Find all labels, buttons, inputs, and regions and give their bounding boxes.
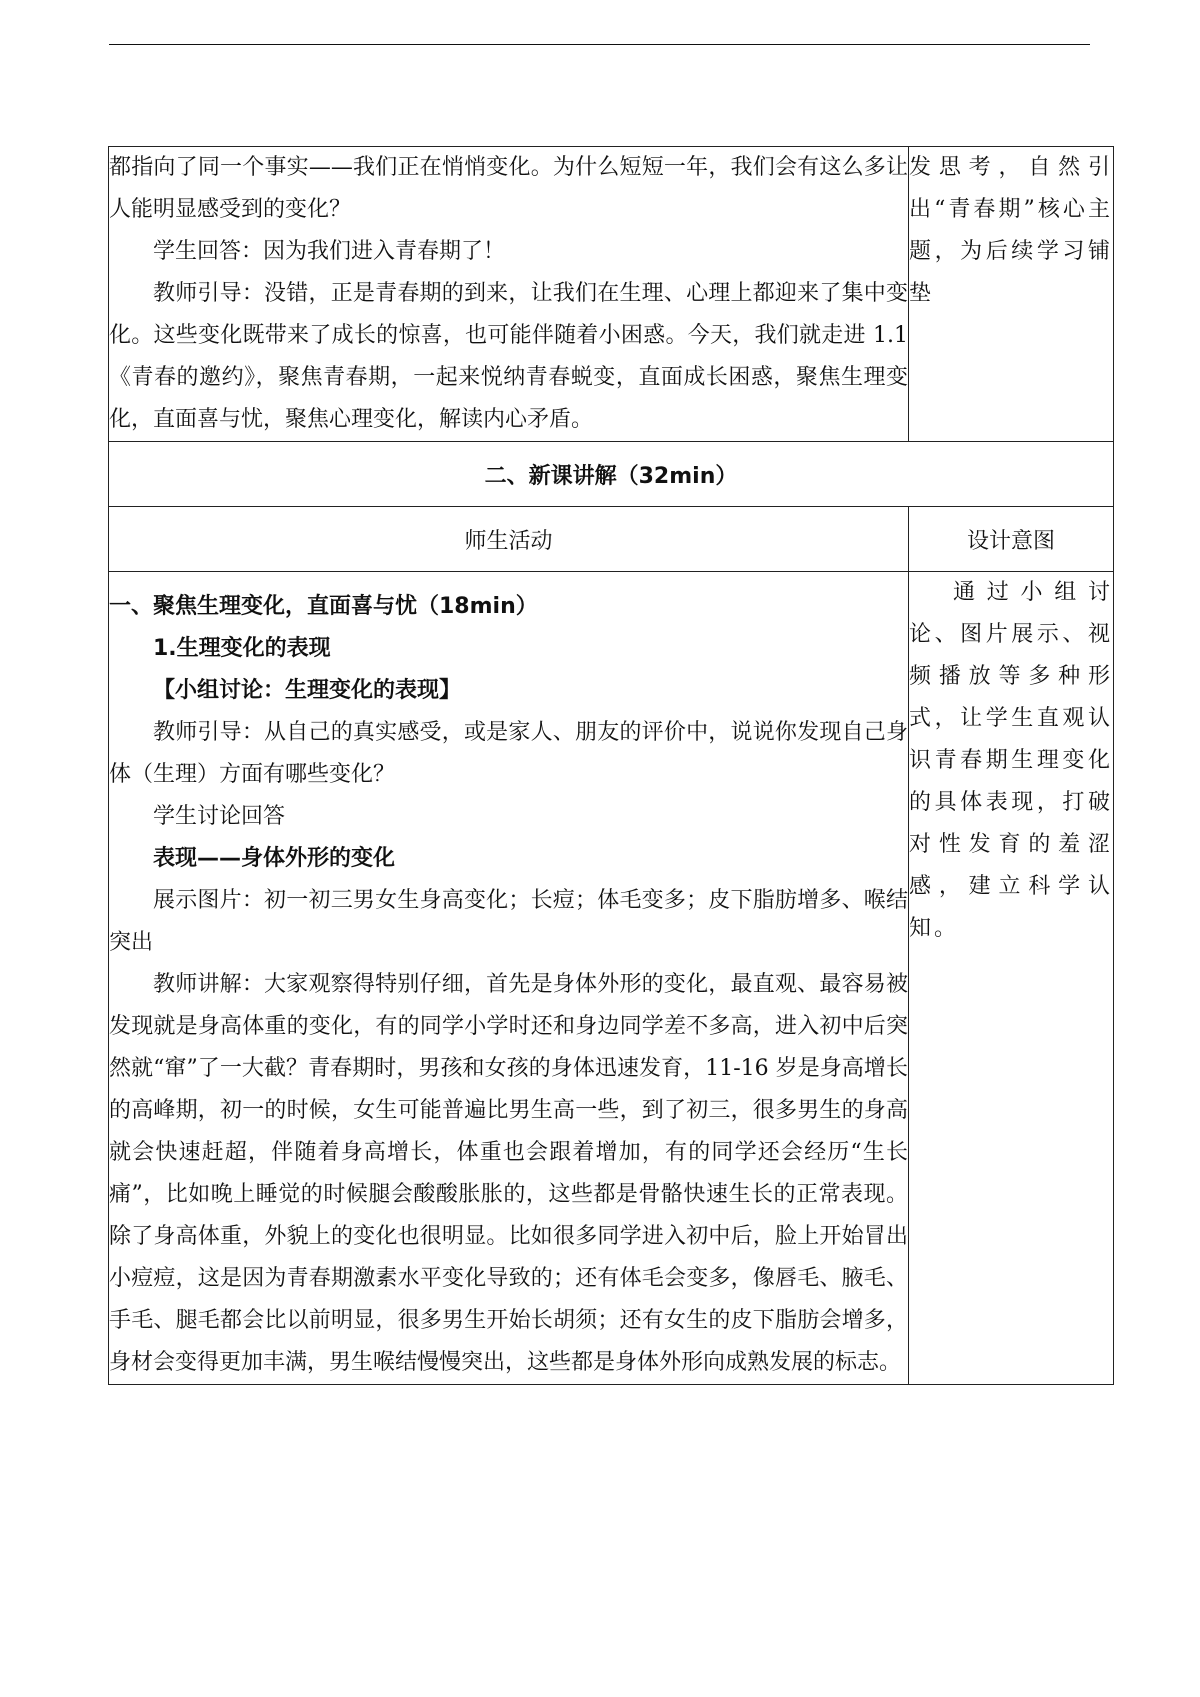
expression-heading: 表现——身体外形的变化 (153, 846, 396, 871)
intro-activity-cell (109, 147, 909, 442)
section-title-cell (109, 442, 1114, 507)
teacher-guide-intro: 教师引导：没错，正是青春期的到来，让我们在生理、心理上都迎来了集中变化。这些变化既带来了成长的惊喜，也可能伴随着小困惑。今天，我们就走进 1.1《青春的邀约》，聚焦青春期，一起来悦纳青春蜕变，直面成长困惑，聚焦生理变化，直面喜与忧，聚焦心理变化，解读内心矛盾。 (109, 281, 908, 432)
section-title: 二、新课讲解（32min） (484, 463, 738, 489)
part1-subheading: 1.生理变化的表现 (153, 636, 331, 661)
activity-header-label: 师生活动 (464, 528, 553, 554)
column-header-row (109, 507, 1114, 572)
header-rule (109, 44, 1090, 45)
student-answer: 学生回答：因为我们进入青春期了！ (153, 239, 506, 264)
purpose-header-label: 设计意图 (966, 528, 1055, 554)
part1-purpose-cell (909, 572, 1114, 1385)
part1-purpose-text: 通过小组讨论、图片展示、视频播放等多种形式，让学生直观认识青春期生理变化的具体表现，打破对性发育的羞涩感，建立科学认知。 (909, 580, 1113, 941)
purpose-header (909, 507, 1114, 572)
teacher-guide: 教师引导：从自己的真实感受，或是家人、朋友的评价中，说说你发现自己身体（生理）方面有哪些变化？ (109, 720, 908, 787)
part1-activity-cell (109, 572, 909, 1385)
lesson-plan-table (108, 146, 1114, 1385)
part1-row (109, 572, 1114, 1385)
student-discussion: 学生讨论回答 (153, 804, 286, 829)
intro-purpose-cell (909, 147, 1114, 442)
part1-heading: 一、聚焦生理变化，直面喜与忧（18min） (109, 594, 538, 619)
discussion-title: 【小组讨论：生理变化的表现】 (153, 678, 462, 703)
intro-paragraph: 都指向了同一个事实——我们正在悄悄变化。为什么短短一年，我们会有这么多让人能明显感受到的变化？ (109, 155, 908, 222)
teacher-explain: 教师讲解：大家观察得特别仔细，首先是身体外形的变化，最直观、最容易被发现就是身高体重的变化，有的同学小学时还和身边同学差不多高，进入初中后突然就“窜”了一大截？青春期时，男孩和女孩的身体迅速发育，11-16 岁是身高增长的高峰期，初一的时候，女生可能普遍比男生高一些，到了初三，很多男生的身高就会快速赶超，伴随着身高增长，体重也会跟着增加，有的同学还会经历“生长痛”，比如晚上睡觉的时候腿会酸酸胀胀的，这些都是骨骼快速生长的正常表现。除了身高体重，外貌上的变化也很明显。比如很多同学进入初中后，脸上开始冒出小痘痘，这是因为青春期激素水平变化导致的；还有体毛会变多，像唇毛、腋毛、手毛、腿毛都会比以前明显，很多男生开始长胡须；还有女生的皮下脂肪会增多，身材会变得更加丰满，男生喉结慢慢突出，这些都是身体外形向成熟发展的标志。 (109, 972, 908, 1375)
intro-purpose-text: 发思考，自然引出“青春期”核心主题，为后续学习铺垫 (909, 155, 1113, 306)
intro-row (109, 147, 1114, 442)
activity-header (109, 507, 909, 572)
pictures-text: 展示图片：初一初三男女生身高变化；长痘；体毛变多；皮下脂肪增多、喉结突出 (109, 888, 908, 955)
section-row (109, 442, 1114, 507)
